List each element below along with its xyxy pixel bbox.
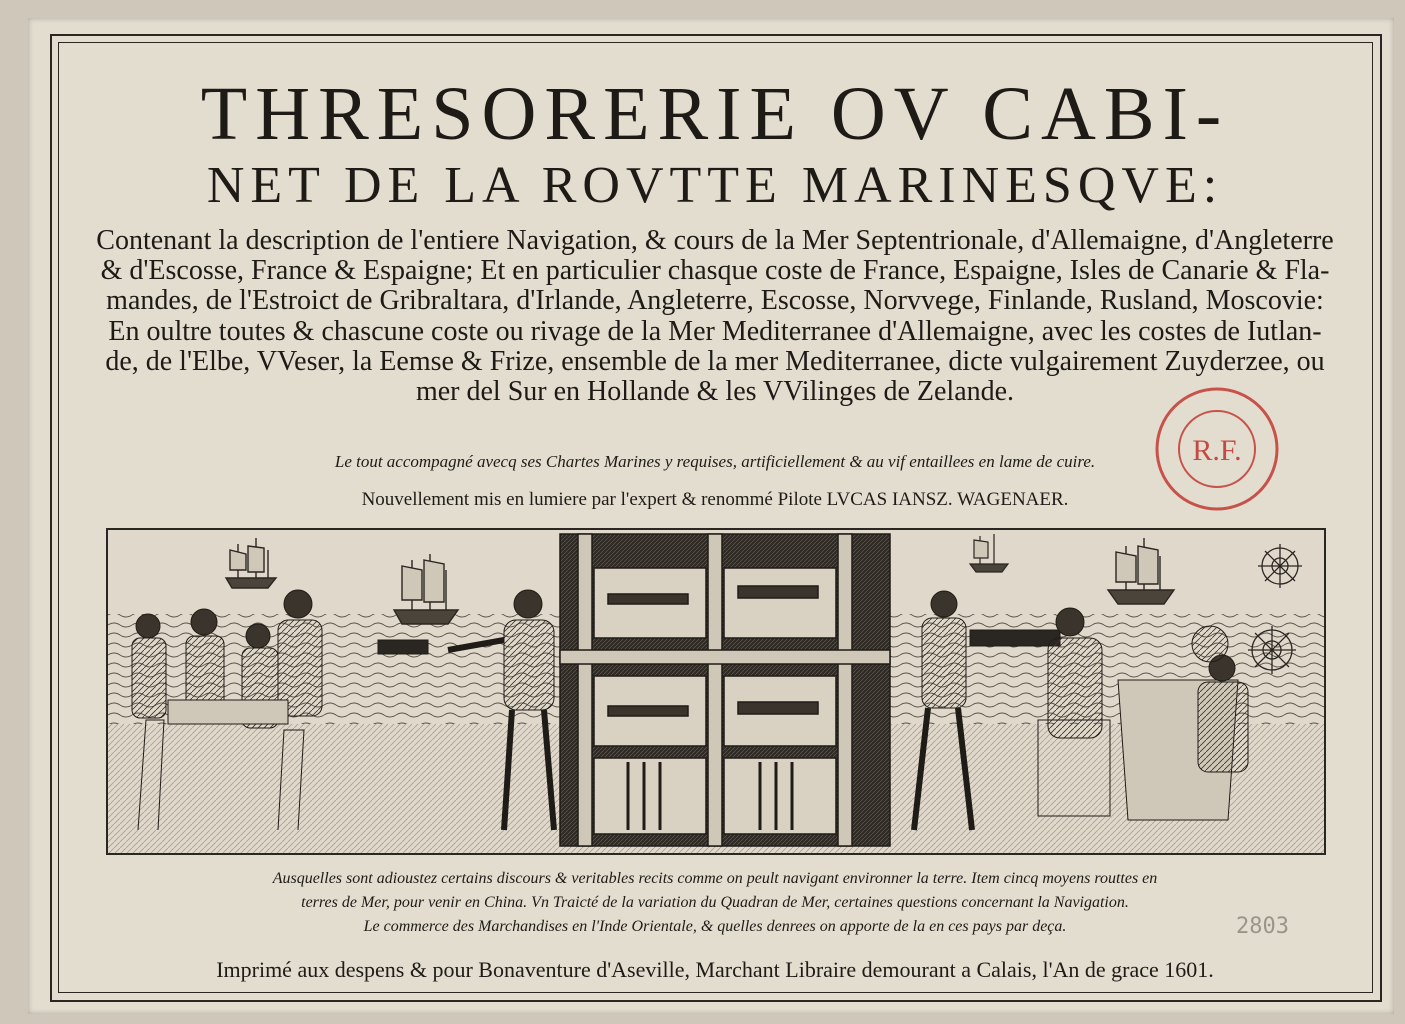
stamp-text: R.F. bbox=[1192, 434, 1242, 467]
compass-icon bbox=[1248, 626, 1296, 674]
description-line: mer del Sur en Hollande & les VVilinges de Zelande. bbox=[415, 376, 1015, 408]
description-line: de, de l'Elbe, VVeser, la Eemse & Frize, ensemble de la mer Mediterranee, dicte vulgairement Zuyderzee, ou bbox=[105, 345, 1325, 377]
description-line: mandes, de l'Estroict de Gribraltara, d'Irlande, Angleterre, Escosse, Norvvege, Finlande, Rusland, Moscovie: bbox=[106, 285, 1324, 317]
library-stamp-icon bbox=[1150, 382, 1284, 516]
engraving-illustration bbox=[106, 528, 1326, 855]
engraving-scene-icon bbox=[108, 530, 1324, 853]
description-line: Contenant la description de l'entiere Navigation, & cours de la Mer Septentrionale, d'Allemaigne, d'Angleterre bbox=[96, 225, 1334, 256]
subtitle-line: Le tout accompagné avecq ses Chartes Marines y requises, artificiellement & au vif entaillees en lame de cuire. bbox=[334, 452, 1096, 471]
title-line-2: NET DE LA ROVTTE MARINESQVE: bbox=[206, 157, 1224, 214]
shelf-number: 2803 bbox=[1236, 914, 1289, 939]
description-line: & d'Escosse, France & Espaigne; Et en particulier chasque coste de France, Espaigne, Isles de Canarie & Fla- bbox=[100, 255, 1330, 287]
footer-line: Ausquelles sont adioustez certains discours & veritables recits comme on peult navigant environner la terre. Item cincq moyens routtes en bbox=[272, 870, 1158, 887]
title-line-1: THRESORERIE OV CABI- bbox=[200, 72, 1230, 156]
footer-line: Le commerce des Marchandises en l'Inde Orientale, & quelles denrees on apporte de la en ces pays par deça. bbox=[363, 918, 1067, 935]
imprint-line: Imprimé aux despens & pour Bonaventure d'Aseville, Marchant Libraire demourant a Calais, l'An de grace 1601. bbox=[216, 957, 1214, 982]
bookcase bbox=[560, 534, 890, 846]
author-line: Nouvellement mis en lumiere par l'expert & renommé Pilote LVCAS IANSZ. WAGENAER. bbox=[361, 489, 1069, 510]
footer-line: terres de Mer, pour venir en China. Vn Traicté de la variation du Quadran de Mer, certaines questions concernant la Navigation. bbox=[301, 894, 1129, 911]
description-line: En oultre toutes & chascune coste ou rivage de la Mer Mediterranee d'Allemaigne, avec les costes de Iutlan- bbox=[108, 315, 1322, 347]
description-block bbox=[70, 226, 1360, 407]
